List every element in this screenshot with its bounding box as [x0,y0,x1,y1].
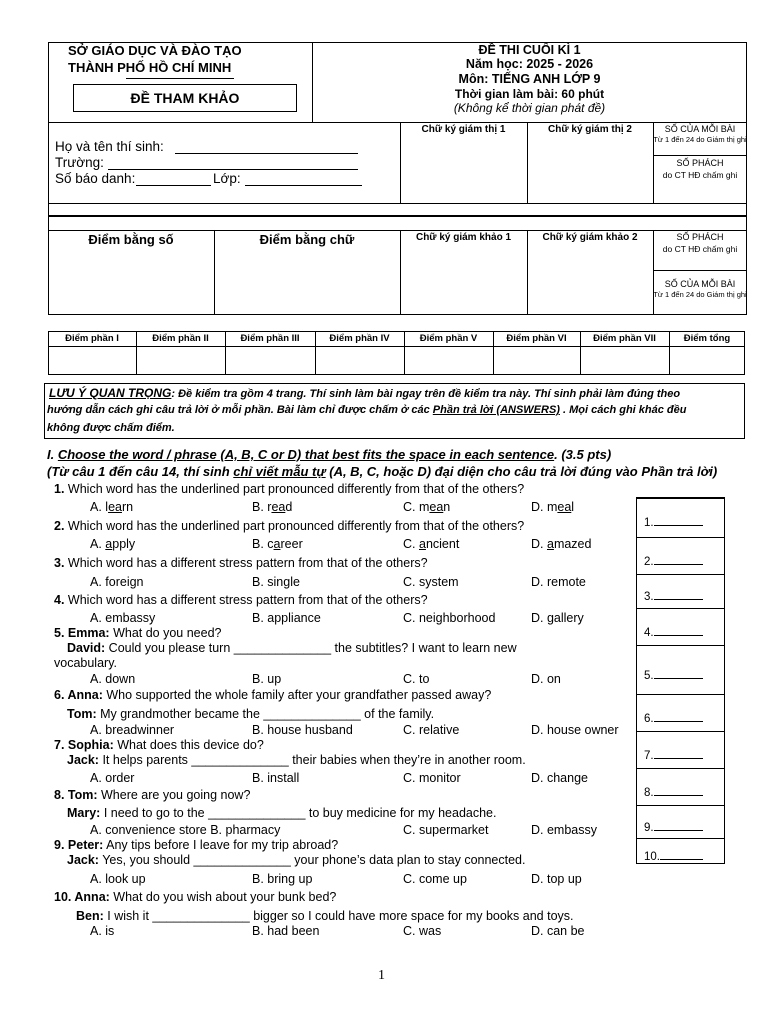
page-number: 1 [378,968,385,983]
dialogue-line-2 [67,753,526,768]
duration-note: (Không kể thời gian phát đề) [453,101,606,115]
exam-title: ĐỀ THI CUỐI KÌ 1 [478,43,581,57]
option-text: pply [112,537,136,551]
answer-number: 10. [644,851,660,863]
dialogue-line-1 [54,788,250,803]
answer-option[interactable] [252,611,321,626]
score-row-top [48,230,747,231]
answer-option[interactable]: D. house owner [531,723,619,737]
notice-text1: : Đề kiểm tra gồm 4 trang. Thí sinh làm bài ngay trên đề kiểm tra này. Thí sinh phải làm đúng theo [171,388,681,400]
dialogue-line-2 [67,806,496,821]
answer-option[interactable] [90,575,144,590]
seq-note: Từ 1 đến 24 do Giám thị ghi [653,135,747,144]
answer-option[interactable]: B. up [252,672,282,686]
score-phach-div [653,270,747,271]
speaker: Mary: [67,806,101,820]
speaker: Anna: [74,890,110,904]
option-text: D. gallery [531,611,584,625]
instr-b: (A, B, C, hoặc D) đại diện cho câu trả lời đúng vào Phần trả lời) [325,464,718,479]
answer-slot[interactable] [644,625,703,639]
option-text: C. neighborhood [403,611,496,625]
answer-option[interactable] [403,500,450,515]
section-title-text: Choose the word / phrase (A, B, C or D) that best fits the space in each sentence [57,447,555,462]
school-field[interactable] [108,169,358,170]
answer-option[interactable]: A. look up [90,872,146,886]
answer-option[interactable]: D. change [531,771,588,785]
score-seq-note: Từ 1 đến 24 do Giám thị ghi [653,290,747,299]
option-text: B. appliance [252,611,321,625]
option-text: C. m [403,500,430,514]
dept-underline [126,78,234,79]
part-score-cell[interactable] [406,348,491,373]
part-col-divider [315,331,316,375]
option-text: l [571,500,575,514]
notice-text2c: . Mọi cách ghi khác đều [559,404,687,416]
answer-slot[interactable] [644,748,703,762]
speaker: Peter: [67,838,104,852]
question-text: Which word has a different stress pattern from that of the others? [64,593,428,607]
speaker: Jack: [67,753,99,767]
ref-label: ĐỀ THAM KHẢO [130,90,240,106]
answer-option[interactable]: A. is [90,924,115,938]
score-phach-label: SỐ PHÁCH [676,232,724,242]
part-score-cell[interactable] [582,348,667,373]
section-instruction [47,464,717,479]
dialogue-line-2 [67,641,517,656]
answer-option[interactable]: B. bring up [252,872,313,886]
question-stem [54,482,524,497]
dialogue-line-1 [54,890,336,905]
notice-line2 [47,404,686,416]
answer-slot[interactable] [644,554,703,568]
answer-blank[interactable] [654,711,703,722]
class-label: Lớp: [213,171,241,186]
answer-option[interactable] [90,500,133,515]
answer-option[interactable]: C. was [403,924,442,938]
option-underlined: ea [271,500,286,514]
answer-blank[interactable] [660,849,703,860]
header-rule-1 [48,122,747,123]
answer-number: 5. [644,669,654,682]
band-top [48,203,747,204]
answer-row-rule [636,768,725,769]
dialogue-text: What does this device do? [113,738,264,752]
question-number: 1. [54,482,65,496]
option-text: A. l [90,500,109,514]
dept-line2: THÀNH PHỐ HỒ CHÍ MINH [68,60,232,75]
answer-slot[interactable] [644,668,703,682]
part-col-divider [493,331,494,375]
subject: Môn: TIẾNG ANH LỚP 9 [458,72,601,86]
answer-slot[interactable] [644,849,703,863]
option-underlined: a [418,537,426,551]
dialogue-text: What do you need? [109,626,222,640]
answer-row-rule [636,731,725,732]
speaker: David: [67,641,106,655]
part-score-cell[interactable] [671,348,743,373]
answer-slot[interactable] [644,589,703,603]
option-text: A. [90,537,106,551]
dialogue-line-1 [54,688,491,703]
examiner1-label: Chữ ký giám khảo 1 [415,232,512,243]
answer-option[interactable]: A. down [90,672,136,686]
phach-label: SỐ PHÁCH [676,158,724,168]
speaker: Anna: [67,688,103,702]
dialogue-line-2 [76,909,574,924]
answer-option[interactable] [252,537,303,552]
speaker: Ben: [76,909,104,923]
answer-row-rule [636,838,725,839]
answer-blank[interactable] [654,515,703,526]
dialogue-line-1 [54,738,264,753]
part-col-divider [404,331,405,375]
answer-slot[interactable] [644,515,703,529]
question-number: 7. [54,738,68,752]
speaker: Sophia: [67,738,114,752]
part-score-header: Điểm phần VII [593,333,656,344]
answer-slot[interactable] [644,820,703,834]
score-seq-label: SỐ CỦA MỖI BÀI [664,279,736,289]
parts-header-rule [48,346,745,347]
section-points: . (3.5 pts) [554,447,612,462]
part-col-divider [580,331,581,375]
option-text: A. embassy [90,611,156,625]
part-score-header: Điểm phần V [419,333,478,344]
option-text: mazed [553,537,592,551]
id-field[interactable] [136,185,211,186]
speaker: Tom: [67,788,98,802]
option-text: d [285,500,293,514]
part-score-header: Điểm phần I [65,333,119,344]
answer-option[interactable]: A. breadwinner [90,723,175,737]
part-score-cell[interactable] [227,348,313,373]
answer-option[interactable] [531,500,574,515]
answer-option[interactable] [90,537,135,552]
answer-option[interactable] [403,611,495,626]
school-label: Trường: [55,155,104,170]
answer-option[interactable]: C. relative [403,723,460,737]
notice-line3: không được chấm điểm. [47,422,175,434]
band-thick [48,215,747,217]
answer-option[interactable] [90,611,155,626]
dialogue-text: It helps parents ______________ their babies when they’re in another room. [98,753,526,767]
part-score-cell[interactable] [138,348,223,373]
supervisor2-label: Chữ ký giám thị 2 [548,124,632,135]
answer-number: 2. [644,555,654,568]
answer-option[interactable] [403,575,459,590]
name-label: Họ và tên thí sinh: [55,139,164,154]
answer-row-rule [636,694,725,695]
question-number: 2. [54,519,65,533]
part-col-divider [225,331,226,375]
answer-number: 1. [644,517,654,529]
answer-option[interactable]: D. on [531,672,561,686]
answer-number: 4. [644,626,654,639]
supervisor1-label: Chữ ký giám thị 1 [421,124,506,135]
part-score-header: Điểm tổng [683,333,731,344]
option-underlined: ea [557,500,572,514]
notice-answers-ref: Phần trả lời (ANSWERS) [432,404,560,416]
option-text: A. foreign [90,575,144,589]
question-number: 4. [54,593,65,607]
dept-line1: SỞ GIÁO DỤC VÀ ĐÀO TẠO [68,43,242,58]
question-stem [54,519,524,534]
notice-title: LƯU Ý QUAN TRỌNG [49,386,172,400]
speaker: Tom: [67,707,97,721]
part-score-header: Điểm phần VI [506,333,567,344]
question-number: 10. [54,890,75,904]
answer-option[interactable]: B. install [252,771,300,785]
dialogue-text: I wish it ______________ bigger so I could have more space for my books and toys. [103,909,574,923]
part-col-divider [136,331,137,375]
score-phach-note: do CT HĐ chấm ghi [662,244,738,254]
dialogue-text: Any tips before I leave for my trip abroad? [103,838,339,852]
option-underlined: a [105,537,113,551]
dialogue-line-2 [67,707,434,722]
question-text: Which word has the underlined part pronounced differently from that of the others? [64,482,525,496]
option-text: rn [121,500,134,514]
answer-number: 7. [644,749,654,762]
option-text: D. [531,537,547,551]
dialogue-text: My grandmother became the ______________ of the family. [96,707,435,721]
answer-number: 6. [644,712,654,725]
answer-blank[interactable] [654,589,703,600]
answer-option[interactable] [531,611,584,626]
answer-number: 8. [644,786,654,799]
instr-a: (Từ câu 1 đến câu 14, thí sinh [47,464,234,479]
dialogue-text: Yes, you should ______________ your phone’s data plan to stay connected. [98,853,526,867]
option-text: B. single [252,575,300,589]
answer-slot[interactable] [644,711,703,725]
seq-label: SỐ CỦA MỖI BÀI [664,124,736,134]
part-score-cell[interactable] [317,348,402,373]
answer-option[interactable]: C. come up [403,872,467,886]
option-text: ncient [425,537,460,551]
option-text: B. c [252,537,274,551]
answer-option[interactable]: C. to [403,672,430,686]
option-text: D. remote [531,575,586,589]
answer-row-rule [636,608,725,609]
answer-number: 3. [644,591,654,603]
option-text: D. m [531,500,558,514]
id-label: Số báo danh: [55,171,136,186]
section-title [47,447,611,462]
question-stem [54,593,428,608]
part-score-header: Điểm phần III [240,333,300,344]
dialogue-text: Where are you going now? [97,788,251,802]
answer-blank[interactable] [654,820,703,831]
option-underlined: a [273,537,281,551]
class-field[interactable] [245,185,362,186]
answer-row-rule [636,537,725,538]
duration: Thời gian làm bài: 60 phút [454,87,605,101]
dialogue-text: Could you please turn ______________ the subtitles? I want to learn new [105,641,517,655]
dialogue-line-1 [54,838,338,853]
question-number: 9. [54,838,68,852]
question-number: 8. [54,788,68,802]
part-col-divider [669,331,670,375]
answer-option[interactable]: A. order [90,771,135,785]
answer-row-rule [636,645,725,646]
dialogue-text: I need to go to the ______________ to buy medicine for my headache. [100,806,497,820]
answer-number: 9. [644,821,654,834]
question-stem [54,556,428,571]
section-number: I. [47,447,58,462]
dialogue-line-3: vocabulary. [54,656,117,670]
question-text: Which word has a different stress pattern from that of the others? [64,556,428,570]
answer-option[interactable]: B. house husband [252,723,353,737]
score-div-4 [653,230,654,315]
answer-option[interactable]: B. had been [252,924,320,938]
answer-option[interactable] [531,537,591,552]
answer-option[interactable]: A. convenience store B. pharmacy [90,823,281,837]
option-text: n [443,500,451,514]
answer-blank[interactable] [654,748,703,759]
answer-slot[interactable] [644,785,703,799]
answer-option[interactable]: D. top up [531,872,582,886]
speaker: Emma: [67,626,110,640]
answer-blank[interactable] [654,668,703,679]
part-score-header: Điểm phần IV [329,333,390,344]
answer-option[interactable] [252,500,292,515]
part-score-cell[interactable] [495,348,578,373]
option-underlined: a [546,537,554,551]
answer-option[interactable]: C. supermarket [403,823,489,837]
seq-divider [653,155,747,156]
answer-option[interactable]: C. monitor [403,771,461,785]
option-text: C. [403,537,419,551]
dialogue-line-2 [67,853,526,868]
dialogue-text: What do you wish about your bunk bed? [109,890,337,904]
answer-blank[interactable] [654,625,703,636]
option-underlined: ea [108,500,122,514]
name-field[interactable] [175,153,358,154]
part-score-header: Điểm phần II [152,333,209,344]
answer-option[interactable] [531,575,586,590]
school-year: Năm học: 2025 - 2026 [465,57,594,71]
question-number: 3. [54,556,65,570]
answer-blank[interactable] [654,785,703,796]
option-text: C. system [403,575,459,589]
answer-option[interactable] [252,575,300,590]
notice-line1 [49,386,680,400]
examiner2-label: Chữ ký giám khảo 2 [542,232,638,243]
phach-note: do CT HĐ chấm ghi [662,170,738,180]
answer-row-rule [636,805,725,806]
answer-row-rule [636,574,725,575]
answer-blank[interactable] [654,554,703,565]
notice-text2a: hướng dẫn cách ghi câu trả lời ở mỗi phần. Bài làm chỉ được chấm ở các [47,404,433,416]
answer-option[interactable]: D. embassy [531,823,597,837]
score-number-label: Điểm bằng số [88,232,174,247]
ref-label-box [73,84,297,112]
dialogue-text: Who supported the whole family after your grandfather passed away? [102,688,492,702]
speaker: Jack: [67,853,99,867]
question-number: 5. [54,626,68,640]
question-text: Which word has the underlined part pronounced differently from that of the others? [64,519,525,533]
score-words-label: Điểm bằng chữ [259,232,355,247]
answer-option[interactable] [403,537,459,552]
part-score-cell[interactable] [50,348,134,373]
option-underlined: ea [429,500,444,514]
option-text: B. r [252,500,272,514]
question-number: 6. [54,688,68,702]
answer-option[interactable]: D. can be [531,924,585,938]
dialogue-line-1 [54,626,221,641]
option-text: reer [280,537,303,551]
instr-u: chỉ viết mẫu tự [233,464,326,479]
